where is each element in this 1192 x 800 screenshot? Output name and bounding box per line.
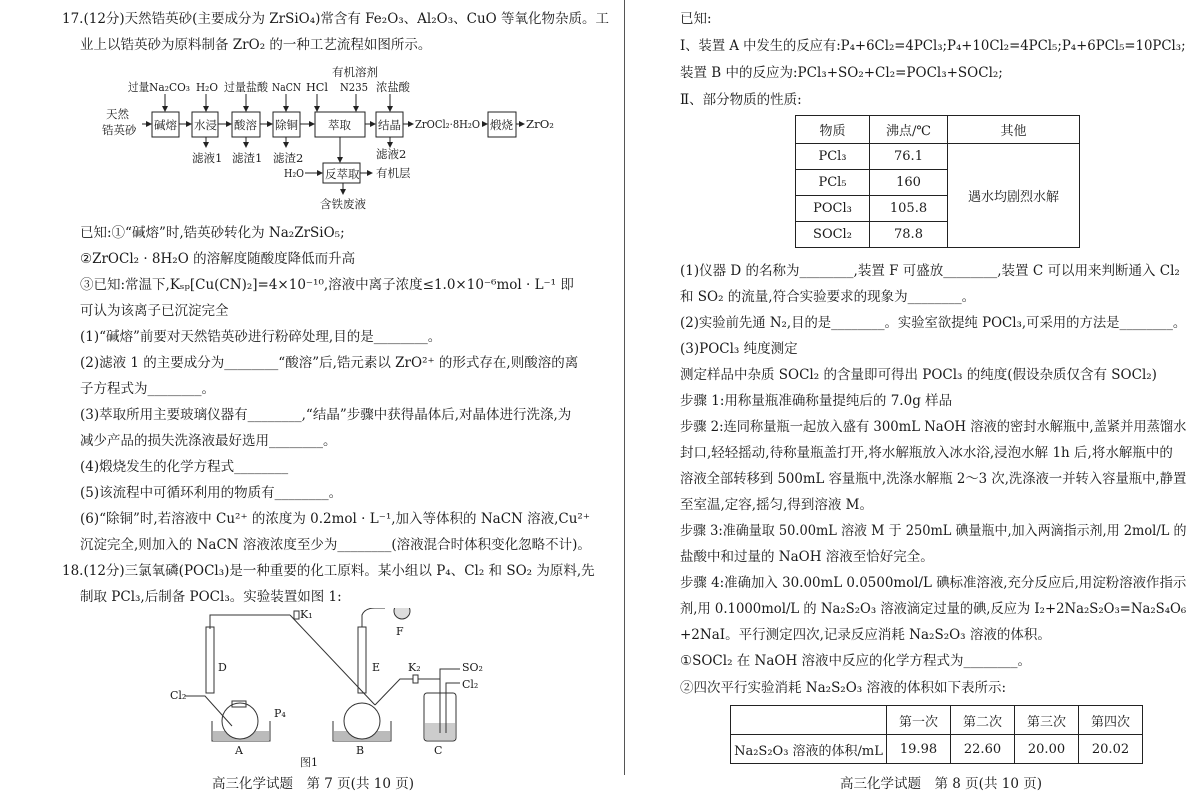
known-condition: ③已知:常温下,Kₛₚ[Cu(CN)₂]=4×10⁻¹⁰,溶液中离子浓度≤1.0×10⁻⁶mol · L⁻¹ 即 (80, 277, 574, 293)
substance-cell: POCl₃ (796, 196, 870, 222)
known-condition: ②ZrOCl₂ · 8H₂O 的溶解度随酸度降低而升高 (80, 251, 356, 267)
body-line: +2NaI。平行测定四次,记录反应消耗 Na₂S₂O₃ 溶液的体积。 (680, 627, 1051, 643)
reagent-label: N235 (340, 80, 368, 94)
step-label: 水浸 (194, 118, 217, 132)
body-line: (1)仪器 D 的名称为________,装置 F 可盛放________,装置 C 可以用来判断通入 Cl₂ (680, 263, 1180, 279)
body-line: 剂,用 0.1000mol/L 的 Na₂S₂O₃ 溶液滴定过量的碘,反应为 I₂+2Na₂S₂O₃=Na₂S₄O₆ (680, 601, 1187, 617)
volume-cell: 19.98 (887, 735, 951, 764)
other-cell: 遇水均剧烈水解 (948, 144, 1080, 248)
known-condition: 已知:①“碱熔”时,锆英砂转化为 Na₂ZrSiO₅; (80, 225, 345, 241)
question-line: 沉淀完全,则加入的 NaCN 溶液浓度至少为________(溶液混合时体积变化忽略不计)。 (80, 537, 591, 553)
step-label: 煅烧 (490, 118, 513, 132)
question-line: 子方程式为________。 (80, 381, 215, 397)
reagent-label: H₂O (196, 80, 218, 94)
output-label: H₂O (284, 166, 304, 180)
step-label: 反萃取 (325, 167, 360, 181)
step-label: 碱熔 (154, 118, 177, 132)
valve-k2-label: K₂ (408, 661, 421, 674)
body-line: 和 SO₂ 的流量,符合实验要求的现象为________。 (680, 289, 976, 305)
output-label: 有机层 (376, 166, 411, 180)
table-header: 第三次 (1015, 706, 1079, 735)
q18-stem: 18.(12分)三氯氧磷(POCl₃)是一种重要的化工原料。某小组以 P₄、Cl₂ 和 SO₂ 为原料,先 (62, 563, 595, 579)
condenser-d-label: D (218, 661, 227, 674)
q18-stem: 制取 PCl₃,后制备 POCl₃。实验装置如图 1: (80, 589, 342, 605)
table-header: 第四次 (1079, 706, 1143, 735)
process-flowchart (100, 62, 560, 217)
flask-b-label: B (356, 744, 365, 757)
properties-table (795, 115, 1080, 248)
apparatus-figure (170, 608, 490, 768)
step-label: 萃取 (328, 118, 351, 132)
boiling-point-cell: 78.8 (870, 222, 948, 248)
reagent-label: 过量盐酸 (224, 80, 269, 94)
table-header: 第一次 (887, 706, 951, 735)
question-line: (3)萃取所用主要玻璃仪器有________,“结晶”步骤中获得晶体后,对晶体进行洗涤,为 (80, 407, 572, 423)
cl2-inlet-label: Cl₂ (170, 689, 187, 702)
question-line: (2)滤液 1 的主要成分为________“酸溶”后,锆元素以 ZrO²⁺ 的形式存在,则酸溶的离 (80, 355, 579, 371)
boiling-point-cell: 160 (870, 170, 948, 196)
reagent-label: HCl (306, 80, 329, 94)
body-line: 步骤 2:连同称量瓶一起放入盛有 300mL NaOH 溶液的密封水解瓶中,盖紧并用蒸馏水 (680, 419, 1187, 435)
output-label: 滤液2 (376, 147, 407, 161)
output-label: 滤渣2 (273, 151, 304, 165)
intro-line: 装置 B 中的反应为:PCl₃+SO₂+Cl₂=POCl₃+SOCl₂; (680, 65, 1003, 81)
reagent-label: 过量Na₂CO₃ (128, 80, 191, 94)
body-line: 步骤 1:用称量瓶准确称量提纯后的 7.0g 样品 (680, 393, 953, 409)
q17-stem: 业上以锆英砂为原料制备 ZrO₂ 的一种工艺流程如图所示。 (80, 37, 432, 53)
question-line: (4)煅烧发生的化学方程式________ (80, 459, 289, 475)
output-label: 滤渣1 (232, 151, 263, 165)
reagent-label: 浓盐酸 (376, 80, 411, 94)
question-line: (6)“除铜”时,若溶液中 Cu²⁺ 的浓度为 0.2mol · L⁻¹,加入等体积的 NaCN 溶液,Cu²⁺ (80, 511, 590, 527)
output-label: 含铁废液 (320, 197, 366, 211)
figure-caption: 图1 (300, 756, 318, 768)
body-line: 至室温,定容,摇匀,得到溶液 M。 (680, 497, 873, 513)
so2-label: SO₂ (462, 661, 483, 674)
condenser-e (358, 627, 366, 693)
volume-cell: 22.60 (951, 735, 1015, 764)
table-header (731, 706, 887, 735)
body-line: ①SOCl₂ 在 NaOH 溶液中反应的化学方程式为________。 (680, 653, 1032, 669)
valve-k1-label: K₁ (300, 608, 313, 621)
p4-label: P₄ (274, 707, 286, 720)
substance-cell: PCl₅ (796, 170, 870, 196)
drying-tube-f-label: F (396, 625, 404, 638)
question-line: (5)该流程中可循环利用的物质有________。 (80, 485, 343, 501)
condenser-e-label: E (372, 661, 381, 674)
intro-line: 已知: (680, 11, 712, 27)
table-header: 其他 (948, 116, 1080, 144)
step-label: 结晶 (378, 118, 401, 132)
question-line: 减少产品的损失洗涤液最好选用________。 (80, 433, 337, 449)
known-condition: 可认为该离子已沉淀完全 (80, 303, 229, 319)
volume-cell: 20.00 (1015, 735, 1079, 764)
page-divider (624, 0, 625, 775)
body-line: 步骤 3:准确量取 50.00mL 溶液 M 于 250mL 碘量瓶中,加入两滴指示剂,用 2mol/L 的 (680, 523, 1187, 539)
row-label: Na₂S₂O₃ 溶液的体积/mL (731, 735, 887, 764)
volume-cell: 20.02 (1079, 735, 1143, 764)
reagent-label: 有机溶剂 (332, 65, 378, 79)
table-header: 第二次 (951, 706, 1015, 735)
body-line: 盐酸中和过量的 NaOH 溶液至恰好完全。 (680, 549, 934, 565)
drying-tube-f (394, 608, 410, 619)
intro-line: Ⅰ、装置 A 中发生的反应有:P₄+6Cl₂=4PCl₃;P₄+10Cl₂=4PCl₅;P₄+6PCl₅=10PCl₃; (680, 38, 1186, 54)
flask-a-label: A (235, 744, 243, 757)
body-line: (3)POCl₃ 纯度测定 (680, 341, 798, 357)
body-line: 步骤 4:准确加入 30.00mL 0.0500mol/L 碘标准溶液,充分反应后,用淀粉溶液作指示 (680, 575, 1187, 591)
body-line: 测定样品中杂质 SOCl₂ 的含量即可得出 POCl₃ 的纯度(假设杂质仅含有 SOCl₂) (680, 367, 1157, 383)
condenser-d (206, 627, 214, 693)
question-line: (1)“碱熔”前要对天然锆英砂进行粉碎处理,目的是________。 (80, 329, 442, 345)
intro-line: Ⅱ、部分物质的性质: (680, 92, 802, 108)
boiling-point-cell: 76.1 (870, 144, 948, 170)
body-line: 封口,轻轻摇动,待称量瓶盖打开,将水解瓶放入冰水浴,浸泡水解 1h 后,将水解瓶中的 (680, 445, 1173, 461)
table-header: 沸点/℃ (870, 116, 948, 144)
step-label: 除铜 (275, 118, 298, 132)
product-label: ZrO₂ (526, 117, 554, 131)
step-label: 酸溶 (234, 118, 257, 132)
bottle-c-label: C (434, 744, 443, 757)
titration-volume-table (730, 705, 1143, 764)
body-line: 溶液全部转移到 500mL 容量瓶中,洗涤水解瓶 2～3 次,洗涤液一并转入容量瓶中,静置 (680, 471, 1187, 487)
boiling-point-cell: 105.8 (870, 196, 948, 222)
output-label: 滤液1 (192, 151, 223, 165)
body-line: ②四次平行实验消耗 Na₂S₂O₃ 溶液的体积如下表所示: (680, 680, 1007, 696)
substance-cell: PCl₃ (796, 144, 870, 170)
input-label: 天然 (106, 107, 129, 121)
input-label: 锆英砂 (102, 123, 137, 137)
cl2-label: Cl₂ (462, 678, 479, 691)
table-header: 物质 (796, 116, 870, 144)
substance-cell: SOCl₂ (796, 222, 870, 248)
intermediate-label: ZrOCl₂·8H₂O (415, 117, 480, 131)
page-footer: 高三化学试题 第 8 页(共 10 页) (840, 776, 1042, 792)
q17-stem: 17.(12分)天然锆英砂(主要成分为 ZrSiO₄)常含有 Fe₂O₃、Al₂O₃、CuO 等氧化物杂质。工 (62, 11, 610, 27)
body-line: (2)实验前先通 N₂,目的是________。实验室欲提纯 POCl₃,可采用的方法是________。 (680, 315, 1187, 331)
page-footer: 高三化学试题 第 7 页(共 10 页) (212, 776, 414, 792)
reagent-label: NaCN (272, 80, 301, 94)
